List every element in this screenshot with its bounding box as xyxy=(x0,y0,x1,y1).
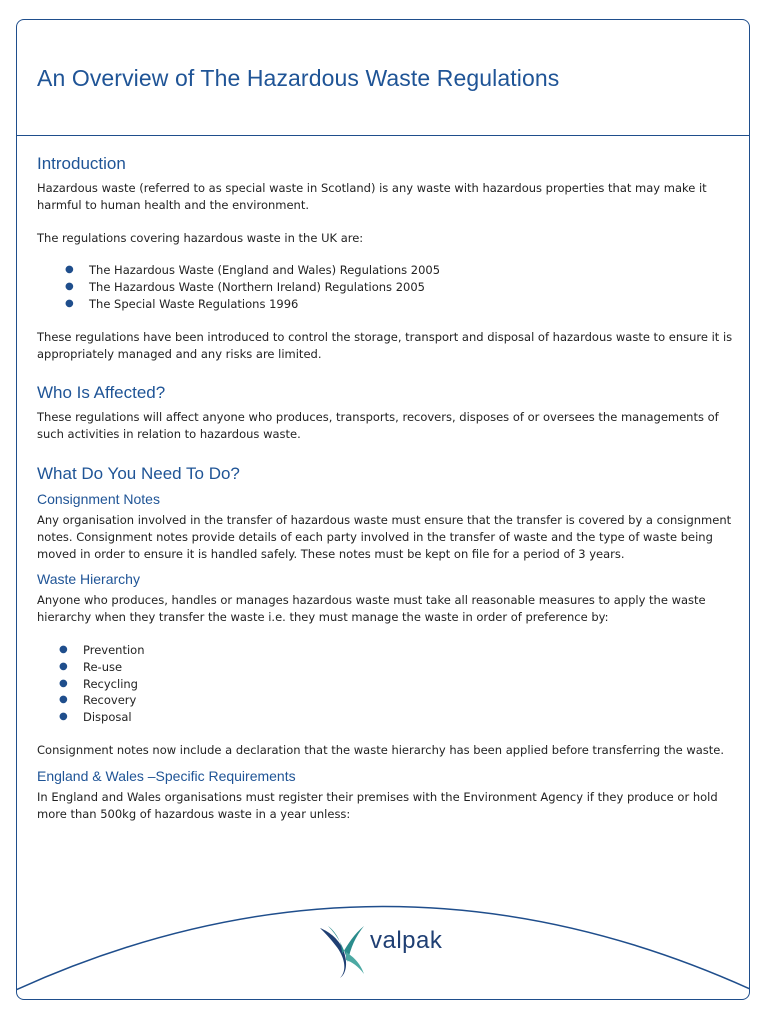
list-item: ● Re-use xyxy=(59,659,123,674)
list-item: ● Recycling xyxy=(59,676,138,691)
page-frame xyxy=(16,19,750,1000)
bullet-icon: ● xyxy=(65,297,74,309)
consignment-paragraph: Any organisation involved in the transfer of hazardous waste must ensure that the transfer is covered by a consignment notes. Consignment notes provide details of each party involved in the transfer of waste and the type of waste being moved in order to ensure it is handled safely. These notes must be kept on file for a period of 3 years. xyxy=(37,512,732,561)
bullet-icon: ● xyxy=(65,281,74,293)
regulations-list xyxy=(37,262,737,312)
document-title: An Overview of The Hazardous Waste Regulations xyxy=(37,65,560,91)
valpak-swoosh-logo-icon xyxy=(318,922,368,980)
list-item: ● Disposal xyxy=(59,710,132,725)
section-heading-what-to-do: What Do You Need To Do? xyxy=(37,463,240,483)
bullet-icon: ● xyxy=(65,264,74,276)
intro-paragraph-2: The regulations covering hazardous waste in the UK are: xyxy=(37,230,364,245)
waste-hierarchy-list xyxy=(37,642,737,726)
section-heading-who-is-affected: Who Is Affected? xyxy=(37,383,166,403)
list-item: ● The Hazardous Waste (Northern Ireland) Regulations 2005 xyxy=(65,280,425,295)
document-content xyxy=(37,153,737,822)
subheading-consignment-notes: Consignment Notes xyxy=(37,490,160,507)
list-item: ● Recovery xyxy=(59,693,137,708)
bullet-icon: ● xyxy=(59,643,68,655)
affected-paragraph: These regulations will affect anyone who produces, transports, recovers, disposes of or oversees the managements of such activities in relation to hazardous waste. xyxy=(37,410,719,442)
subheading-waste-hierarchy: Waste Hierarchy xyxy=(37,571,140,588)
section-heading-introduction: Introduction xyxy=(37,154,126,173)
intro-paragraph-1: Hazardous waste (referred to as special waste in Scotland) is any waste with hazardous properties that may make it harmful to human health and the environment. xyxy=(37,181,707,212)
list-item: ● Prevention xyxy=(59,642,145,657)
bullet-icon: ● xyxy=(59,660,68,672)
hierarchy-note: Consignment notes now include a declaration that the waste hierarchy has been applied before transferring the waste. xyxy=(37,742,725,757)
title-band xyxy=(17,20,749,136)
bullet-icon: ● xyxy=(59,694,68,706)
bullet-icon: ● xyxy=(59,711,68,723)
list-item: ● The Hazardous Waste (England and Wales) Regulations 2005 xyxy=(65,263,441,278)
hierarchy-paragraph: Anyone who produces, handles or manages hazardous waste must take all reasonable measures to apply the waste hierarchy when they transfer the waste i.e. they must manage the waste in order of preference by: xyxy=(37,593,706,625)
subheading-england-wales: England & Wales –Specific Requirements xyxy=(37,767,296,784)
bullet-icon: ● xyxy=(59,677,68,689)
valpak-logo-text: valpak xyxy=(370,927,443,954)
intro-paragraph-3: These regulations have been introduced to control the storage, transport and disposal of hazardous waste to ensure it is appropriately managed and any risks are limited. xyxy=(37,329,733,361)
england-wales-paragraph: In England and Wales organisations must register their premises with the Environment Agency if they produce or hold more than 500kg of hazardous waste in a year unless: xyxy=(37,789,718,821)
list-item: ● The Special Waste Regulations 1996 xyxy=(65,296,299,311)
